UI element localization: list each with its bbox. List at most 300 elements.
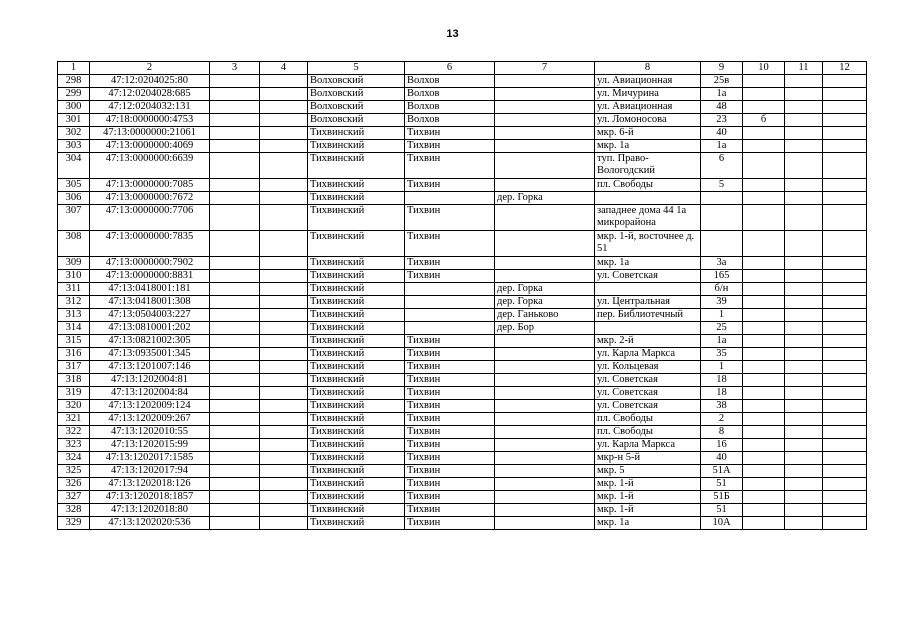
city-cell: Тихвин (405, 153, 495, 179)
cell-col-10 (743, 257, 785, 270)
cadastral-number: 47:13:1202018:80 (90, 504, 210, 517)
cell-col-11 (785, 270, 823, 283)
cell-col-12 (823, 491, 867, 504)
cell-col-3 (210, 283, 260, 296)
cell-col-4 (260, 88, 308, 101)
street-cell: ул. Карла Маркса (595, 348, 701, 361)
table-row (58, 387, 867, 400)
village-cell: дер. Ганьково (495, 309, 595, 322)
street-cell: пер. Библиотечный (595, 309, 701, 322)
cell-col-4 (260, 491, 308, 504)
cadastral-number: 47:13:0504003:227 (90, 309, 210, 322)
district-cell: Волховский (308, 101, 405, 114)
table-row (58, 504, 867, 517)
city-cell: Тихвин (405, 452, 495, 465)
cell-col-12 (823, 205, 867, 231)
cadastral-number: 47:13:0000000:21061 (90, 127, 210, 140)
cell-col-12 (823, 322, 867, 335)
city-cell: Тихвин (405, 179, 495, 192)
cell-col-12 (823, 75, 867, 88)
street-cell: мкр. 1-й (595, 491, 701, 504)
city-cell: Тихвин (405, 387, 495, 400)
cadastral-number: 47:13:0935001:345 (90, 348, 210, 361)
column-header: 12 (823, 62, 867, 75)
cell-col-12 (823, 465, 867, 478)
cell-col-12 (823, 257, 867, 270)
house-cell: 38 (701, 400, 743, 413)
cell-col-3 (210, 179, 260, 192)
cell-col-12 (823, 114, 867, 127)
cell-col-10 (743, 101, 785, 114)
house-cell (701, 205, 743, 231)
row-number: 320 (58, 400, 90, 413)
cell-col-11 (785, 400, 823, 413)
district-cell: Тихвинский (308, 153, 405, 179)
cell-col-12 (823, 101, 867, 114)
village-cell (495, 517, 595, 530)
cell-col-11 (785, 75, 823, 88)
cadastral-number: 47:13:1201007:146 (90, 361, 210, 374)
column-number-row (58, 62, 867, 75)
house-cell: 18 (701, 387, 743, 400)
row-number: 319 (58, 387, 90, 400)
house-cell: 3а (701, 257, 743, 270)
cell-col-11 (785, 205, 823, 231)
village-cell (495, 374, 595, 387)
table-row (58, 348, 867, 361)
city-cell (405, 322, 495, 335)
row-number: 304 (58, 153, 90, 179)
cell-col-10 (743, 75, 785, 88)
cell-col-3 (210, 517, 260, 530)
city-cell: Тихвин (405, 335, 495, 348)
cell-col-11 (785, 426, 823, 439)
cell-col-10 (743, 491, 785, 504)
cell-col-11 (785, 153, 823, 179)
district-cell: Тихвинский (308, 179, 405, 192)
village-cell (495, 465, 595, 478)
table-row (58, 361, 867, 374)
village-cell (495, 361, 595, 374)
cell-col-12 (823, 413, 867, 426)
district-cell: Тихвинский (308, 348, 405, 361)
cell-col-12 (823, 296, 867, 309)
cell-col-3 (210, 491, 260, 504)
column-header: 9 (701, 62, 743, 75)
village-cell (495, 127, 595, 140)
house-cell: 6 (701, 153, 743, 179)
city-cell: Тихвин (405, 374, 495, 387)
city-cell: Тихвин (405, 257, 495, 270)
table-row (58, 400, 867, 413)
cell-col-12 (823, 231, 867, 257)
cell-col-10 (743, 413, 785, 426)
cell-col-3 (210, 257, 260, 270)
cell-col-10 (743, 192, 785, 205)
city-cell: Тихвин (405, 491, 495, 504)
cadastral-number: 47:18:0000000:4753 (90, 114, 210, 127)
cell-col-4 (260, 296, 308, 309)
district-cell: Тихвинский (308, 439, 405, 452)
cell-col-4 (260, 387, 308, 400)
cell-col-4 (260, 465, 308, 478)
cell-col-11 (785, 257, 823, 270)
cell-col-3 (210, 296, 260, 309)
cadastral-number: 47:13:0000000:7835 (90, 231, 210, 257)
row-number: 302 (58, 127, 90, 140)
city-cell: Тихвин (405, 426, 495, 439)
street-cell: ул. Советская (595, 270, 701, 283)
cadastral-number: 47:13:0810001:202 (90, 322, 210, 335)
house-cell: 8 (701, 426, 743, 439)
cell-col-10 (743, 335, 785, 348)
row-number: 300 (58, 101, 90, 114)
cell-col-4 (260, 140, 308, 153)
cell-col-11 (785, 127, 823, 140)
table-row (58, 101, 867, 114)
street-cell (595, 192, 701, 205)
district-cell: Тихвинский (308, 296, 405, 309)
street-cell: ул. Ломоносова (595, 114, 701, 127)
row-number: 307 (58, 205, 90, 231)
cell-col-12 (823, 426, 867, 439)
cell-col-11 (785, 101, 823, 114)
street-cell: мкр. 1а (595, 517, 701, 530)
district-cell: Волховский (308, 88, 405, 101)
district-cell: Тихвинский (308, 270, 405, 283)
district-cell: Тихвинский (308, 465, 405, 478)
district-cell: Тихвинский (308, 426, 405, 439)
street-cell: пл. Свободы (595, 179, 701, 192)
village-cell: дер. Горка (495, 192, 595, 205)
cell-col-11 (785, 114, 823, 127)
row-number: 328 (58, 504, 90, 517)
cell-col-4 (260, 231, 308, 257)
table-row (58, 296, 867, 309)
cell-col-10 (743, 504, 785, 517)
page-number: 13 (446, 28, 459, 40)
cell-col-10 (743, 478, 785, 491)
street-cell: пл. Свободы (595, 426, 701, 439)
cell-col-4 (260, 452, 308, 465)
district-cell: Тихвинский (308, 452, 405, 465)
column-header: 1 (58, 62, 90, 75)
cell-col-3 (210, 504, 260, 517)
cadastral-number: 47:13:0418001:308 (90, 296, 210, 309)
village-cell (495, 101, 595, 114)
cell-col-11 (785, 387, 823, 400)
street-cell: мкр. 2-й (595, 335, 701, 348)
street-cell: ул. Советская (595, 387, 701, 400)
cell-col-4 (260, 257, 308, 270)
cell-col-3 (210, 361, 260, 374)
row-number: 312 (58, 296, 90, 309)
table-row (58, 374, 867, 387)
village-cell (495, 426, 595, 439)
table-row (58, 322, 867, 335)
cell-col-10 (743, 205, 785, 231)
column-header: 3 (210, 62, 260, 75)
cell-col-11 (785, 361, 823, 374)
cell-col-3 (210, 348, 260, 361)
cadastral-number: 47:13:0000000:4069 (90, 140, 210, 153)
house-cell: 10А (701, 517, 743, 530)
row-number: 301 (58, 114, 90, 127)
village-cell (495, 114, 595, 127)
cell-col-10 (743, 348, 785, 361)
cell-col-10 (743, 140, 785, 153)
house-cell: 16 (701, 439, 743, 452)
street-cell: мкр. 1-й (595, 504, 701, 517)
house-cell: 5 (701, 179, 743, 192)
cell-col-12 (823, 439, 867, 452)
cell-col-11 (785, 179, 823, 192)
cell-col-4 (260, 283, 308, 296)
district-cell: Тихвинский (308, 478, 405, 491)
cell-col-11 (785, 517, 823, 530)
table-row (58, 127, 867, 140)
cell-col-12 (823, 309, 867, 322)
village-cell (495, 231, 595, 257)
cell-col-4 (260, 75, 308, 88)
cell-col-4 (260, 348, 308, 361)
house-cell: 2 (701, 413, 743, 426)
cell-col-10 (743, 361, 785, 374)
district-cell: Волховский (308, 114, 405, 127)
district-cell: Тихвинский (308, 283, 405, 296)
cell-col-11 (785, 309, 823, 322)
cell-col-4 (260, 101, 308, 114)
table-row (58, 517, 867, 530)
cell-col-3 (210, 309, 260, 322)
column-header: 4 (260, 62, 308, 75)
row-number: 316 (58, 348, 90, 361)
street-cell: ул. Авиационная (595, 101, 701, 114)
house-cell: 39 (701, 296, 743, 309)
table-row (58, 153, 867, 179)
city-cell: Тихвин (405, 413, 495, 426)
table-row (58, 192, 867, 205)
cadastral-number: 47:13:0418001:181 (90, 283, 210, 296)
house-cell: 40 (701, 127, 743, 140)
street-cell: западнее дома 44 1а микрорайона (595, 205, 701, 231)
house-cell: 25 (701, 322, 743, 335)
house-cell (701, 192, 743, 205)
table-row (58, 413, 867, 426)
cell-col-3 (210, 387, 260, 400)
house-cell: 1а (701, 88, 743, 101)
city-cell: Тихвин (405, 127, 495, 140)
district-cell: Тихвинский (308, 231, 405, 257)
cadastral-number: 47:13:1202004:81 (90, 374, 210, 387)
cell-col-12 (823, 127, 867, 140)
district-cell: Тихвинский (308, 491, 405, 504)
column-header: 7 (495, 62, 595, 75)
column-header: 11 (785, 62, 823, 75)
cell-col-4 (260, 205, 308, 231)
cadastral-number: 47:13:1202009:124 (90, 400, 210, 413)
cadastral-number: 47:13:1202017:1585 (90, 452, 210, 465)
cell-col-4 (260, 426, 308, 439)
table-row (58, 491, 867, 504)
cadastral-number: 47:13:1202009:267 (90, 413, 210, 426)
cell-col-3 (210, 192, 260, 205)
cell-col-3 (210, 478, 260, 491)
table-row (58, 452, 867, 465)
cell-col-12 (823, 400, 867, 413)
registry-body (58, 75, 867, 530)
cell-col-3 (210, 439, 260, 452)
cell-col-3 (210, 335, 260, 348)
cadastral-number: 47:13:0000000:7706 (90, 205, 210, 231)
cell-col-3 (210, 88, 260, 101)
cell-col-4 (260, 192, 308, 205)
city-cell: Тихвин (405, 439, 495, 452)
house-cell: 1а (701, 140, 743, 153)
cell-col-4 (260, 179, 308, 192)
house-cell: 48 (701, 101, 743, 114)
cell-col-12 (823, 192, 867, 205)
house-cell: 51 (701, 478, 743, 491)
cell-col-10 (743, 309, 785, 322)
village-cell (495, 400, 595, 413)
village-cell: дер. Бор (495, 322, 595, 335)
cell-col-11 (785, 491, 823, 504)
district-cell: Волховский (308, 75, 405, 88)
cell-col-3 (210, 400, 260, 413)
city-cell: Волхов (405, 114, 495, 127)
house-cell: 40 (701, 452, 743, 465)
district-cell: Тихвинский (308, 127, 405, 140)
street-cell: мкр. 1а (595, 257, 701, 270)
street-cell: ул. Карла Маркса (595, 439, 701, 452)
column-header: 2 (90, 62, 210, 75)
cell-col-12 (823, 374, 867, 387)
district-cell: Тихвинский (308, 205, 405, 231)
row-number: 325 (58, 465, 90, 478)
cadastral-number: 47:13:0000000:7085 (90, 179, 210, 192)
street-cell: ул. Советская (595, 400, 701, 413)
city-cell: Волхов (405, 101, 495, 114)
row-number: 327 (58, 491, 90, 504)
street-cell: ул. Мичурина (595, 88, 701, 101)
table-row (58, 465, 867, 478)
row-number: 329 (58, 517, 90, 530)
cell-col-10 (743, 179, 785, 192)
house-cell: 23 (701, 114, 743, 127)
cell-col-3 (210, 413, 260, 426)
city-cell: Тихвин (405, 478, 495, 491)
column-header: 5 (308, 62, 405, 75)
street-cell: мкр. 5 (595, 465, 701, 478)
cell-col-12 (823, 452, 867, 465)
city-cell: Тихвин (405, 270, 495, 283)
cell-col-4 (260, 439, 308, 452)
cadastral-number: 47:13:0000000:7672 (90, 192, 210, 205)
cell-col-3 (210, 426, 260, 439)
column-header: 6 (405, 62, 495, 75)
district-cell: Тихвинский (308, 400, 405, 413)
row-number: 305 (58, 179, 90, 192)
house-cell: б/н (701, 283, 743, 296)
table-row (58, 439, 867, 452)
table-row (58, 283, 867, 296)
street-cell: мкр. 6-й (595, 127, 701, 140)
cell-col-11 (785, 374, 823, 387)
cell-col-10 (743, 231, 785, 257)
cell-col-4 (260, 517, 308, 530)
street-cell (595, 322, 701, 335)
street-cell: ул. Советская (595, 374, 701, 387)
row-number: 326 (58, 478, 90, 491)
village-cell (495, 335, 595, 348)
house-cell (701, 231, 743, 257)
district-cell: Тихвинский (308, 504, 405, 517)
village-cell (495, 452, 595, 465)
district-cell: Тихвинский (308, 257, 405, 270)
village-cell (495, 75, 595, 88)
district-cell: Тихвинский (308, 192, 405, 205)
cell-col-4 (260, 400, 308, 413)
street-cell: ул. Кольцевая (595, 361, 701, 374)
cell-col-11 (785, 478, 823, 491)
village-cell (495, 478, 595, 491)
street-cell: туп. Право-Вологодский (595, 153, 701, 179)
cell-col-10 (743, 283, 785, 296)
cell-col-3 (210, 270, 260, 283)
cell-col-3 (210, 114, 260, 127)
cell-col-3 (210, 153, 260, 179)
table-row (58, 205, 867, 231)
cell-col-4 (260, 335, 308, 348)
row-number: 324 (58, 452, 90, 465)
cell-col-11 (785, 322, 823, 335)
cell-col-12 (823, 88, 867, 101)
table-row (58, 75, 867, 88)
cadastral-number: 47:13:0000000:8831 (90, 270, 210, 283)
row-number: 299 (58, 88, 90, 101)
cell-col-10 (743, 127, 785, 140)
city-cell: Волхов (405, 75, 495, 88)
cell-col-10 (743, 322, 785, 335)
row-number: 303 (58, 140, 90, 153)
cell-col-10: б (743, 114, 785, 127)
cell-col-10 (743, 153, 785, 179)
cell-col-12 (823, 179, 867, 192)
table-row (58, 257, 867, 270)
cell-col-3 (210, 231, 260, 257)
cell-col-12 (823, 517, 867, 530)
cell-col-3 (210, 374, 260, 387)
district-cell: Тихвинский (308, 361, 405, 374)
street-cell: мкр. 1-й (595, 478, 701, 491)
cell-col-11 (785, 439, 823, 452)
city-cell: Тихвин (405, 517, 495, 530)
house-cell: 51Б (701, 491, 743, 504)
city-cell: Волхов (405, 88, 495, 101)
cell-col-12 (823, 478, 867, 491)
city-cell (405, 283, 495, 296)
column-header: 8 (595, 62, 701, 75)
cell-col-4 (260, 322, 308, 335)
cadastral-number: 47:12:0204025:80 (90, 75, 210, 88)
street-cell: мкр. 1а (595, 140, 701, 153)
row-number: 309 (58, 257, 90, 270)
cell-col-11 (785, 335, 823, 348)
village-cell (495, 491, 595, 504)
cell-col-11 (785, 140, 823, 153)
cell-col-3 (210, 101, 260, 114)
